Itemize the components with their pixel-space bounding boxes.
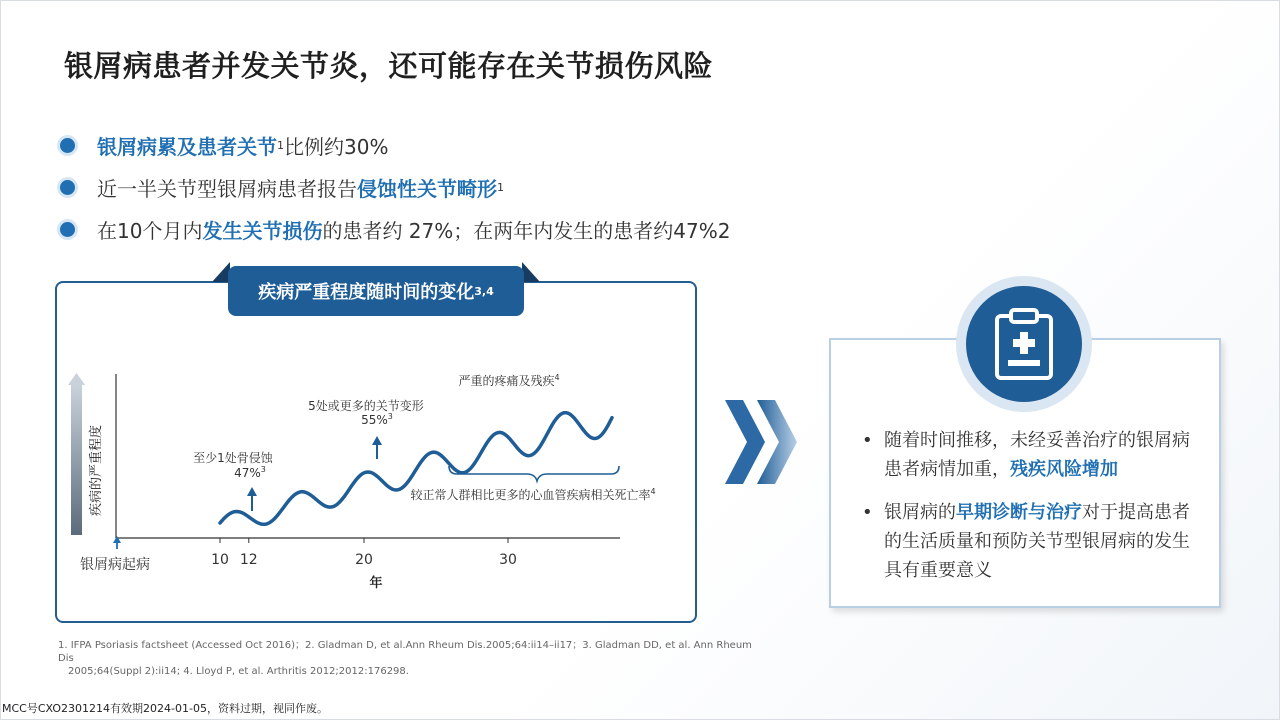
range-brace	[449, 466, 619, 481]
x-tick-label: 20	[355, 552, 373, 568]
annotation-bone-erosion-value: 47%$^3$	[234, 465, 266, 480]
bullet-text: 比例约30%	[284, 134, 389, 159]
key-points-list	[60, 124, 730, 250]
page-title: 银屑病患者并发关节炎，还可能存在关节损伤风险	[64, 49, 714, 83]
summary-item	[862, 426, 1202, 484]
summary-highlight: 残疾风险增加	[1010, 459, 1118, 480]
bullet-dot-icon	[60, 180, 75, 195]
bullet-item	[60, 166, 730, 208]
bullet-dot-icon	[60, 138, 75, 153]
annotation-severe-pain: 严重的疼痛及残疾$^4$	[458, 373, 560, 388]
bullet-text: 在10个月内	[97, 218, 203, 243]
y-axis-arrow-icon	[68, 373, 85, 385]
bullet-item	[60, 124, 730, 166]
footer-validity-note: MCC号CXO2301214有效期2024-01-05，资料过期，视同作废。	[2, 702, 328, 715]
arrow-chevrons-icon	[725, 400, 805, 484]
annotation-arrow-icon	[372, 436, 382, 445]
severity-chart	[55, 281, 697, 623]
bullet-highlight: 侵蚀性关节畸形	[357, 176, 497, 201]
annotation-joint-deformity-value: 55%$^3$	[361, 412, 393, 427]
medical-clipboard-icon	[993, 308, 1055, 380]
summary-item	[862, 498, 1202, 585]
y-axis-label: 疾病的严重程度	[89, 424, 104, 516]
annotation-joint-deformity: 5处或更多的关节变形	[308, 399, 424, 413]
reference-line: 1. IFPA Psoriasis factsheet (Accessed Oct 2016)；2. Gladman D, et al.Ann Rheum Dis.2005;64:ii14–ii17；3. Gladman DD, et al. Ann Rheum Dis	[58, 640, 752, 664]
bullet-dot-icon: •	[862, 502, 873, 523]
x-tick-label: 12	[239, 552, 258, 568]
chevron-right-icon	[725, 400, 765, 484]
summary-text: 银屑病的早期诊断与治疗对于提高患者的生活质量和预防关节型银屑病的发生具有重要意义	[884, 502, 1190, 581]
origin-label: 银屑病起病	[80, 557, 150, 573]
summary-text: 随着时间推移，未经妥善治疗的银屑病患者病情加重，残疾风险增加	[884, 430, 1190, 480]
reference-line: 2005;64(Suppl 2):ii14; 4. Lloyd P, et al. Arthritis 2012;2012:176298.	[68, 666, 409, 677]
bullet-highlight: 发生关节损伤	[202, 218, 323, 243]
clipboard-badge	[966, 286, 1082, 402]
summary-list	[862, 426, 1202, 599]
annotation-bone-erosion: 至少1处骨侵蚀	[193, 451, 273, 465]
bullet-text: 近一半关节型银屑病患者报告	[97, 176, 357, 201]
bullet-dot-icon: •	[862, 430, 873, 451]
severity-curve	[220, 413, 612, 525]
bullet-dot-icon	[60, 222, 75, 237]
origin-arrow-icon	[113, 536, 121, 543]
ribbon-fold-right	[522, 262, 540, 282]
bullet-text: 的患者约 27%；在两年内发生的患者约47%2	[322, 218, 731, 243]
bullet-highlight: 银屑病累及患者关节	[97, 134, 277, 159]
x-tick-label: 10	[211, 552, 229, 568]
bullet-sup: 1	[277, 138, 284, 152]
annotation-arrow-icon	[247, 487, 257, 496]
summary-highlight: 早期诊断与治疗	[956, 502, 1082, 523]
x-tick-label: 30	[499, 552, 517, 568]
x-axis-label: 年	[369, 576, 383, 591]
ribbon-label: 疾病严重程度随时间的变化	[258, 282, 475, 303]
references	[58, 639, 758, 678]
bullet-sup: 1	[497, 180, 504, 194]
ribbon-sup: 3,4	[474, 284, 494, 298]
bullet-item	[60, 208, 730, 250]
annotation-cv-mortality: 较正常人群相比更多的心血管疾病相关死亡率$^4$	[410, 487, 656, 502]
y-axis-gradient-bar	[71, 385, 82, 535]
x-ticks	[211, 538, 517, 568]
